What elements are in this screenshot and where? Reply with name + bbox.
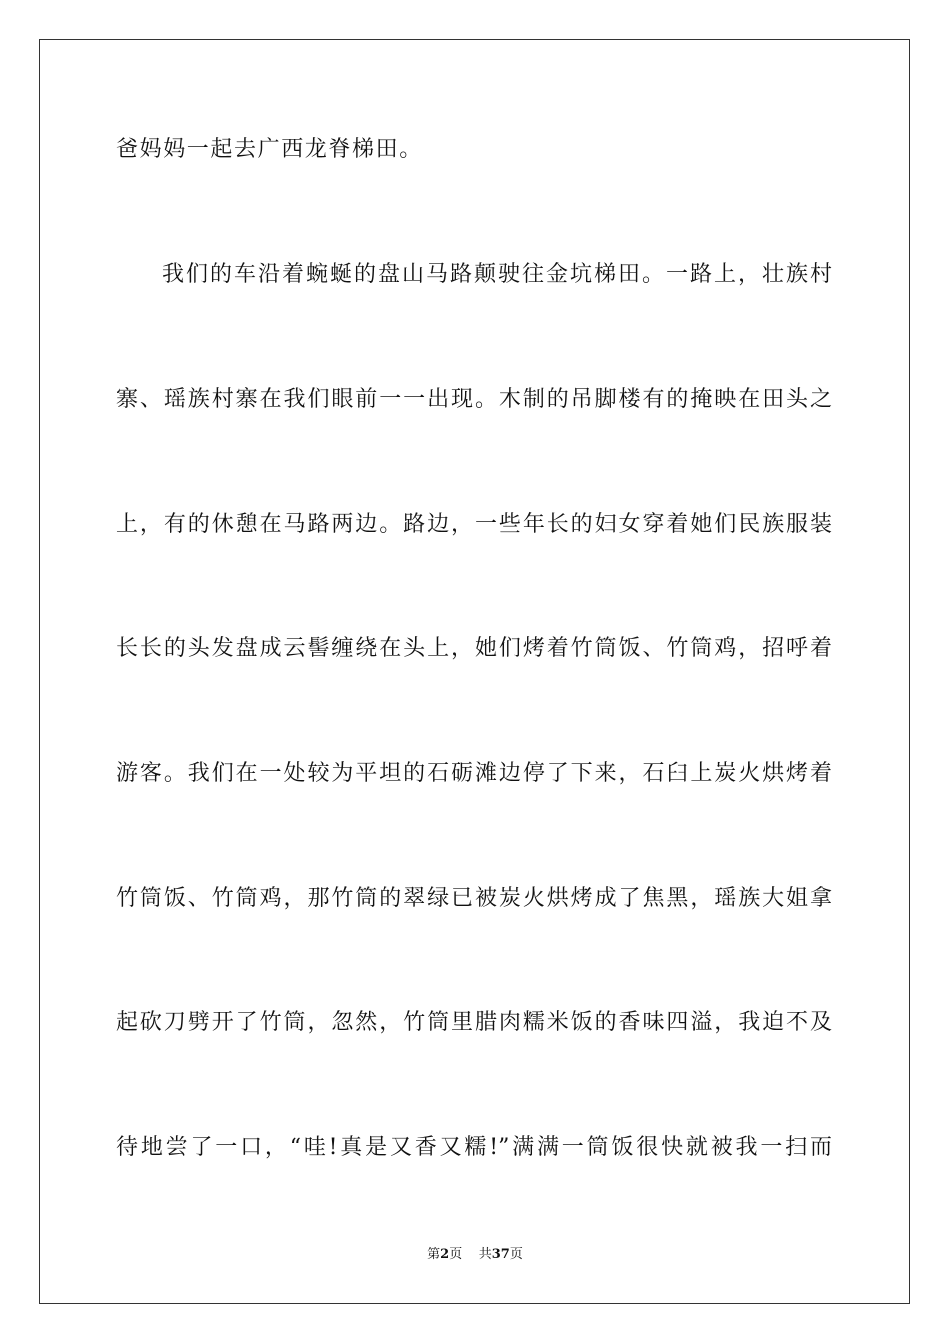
text-line-7: 竹筒饭、竹筒鸡，那竹筒的翠绿已被炭火烘烤成了焦黑，瑶族大姐拿 — [116, 886, 832, 911]
page-number: 2 — [440, 1247, 450, 1262]
text-line-6: 游客。我们在一处较为平坦的石砺滩边停了下来，石臼上炭火烘烤着 — [116, 761, 832, 786]
text-line-8: 起砍刀劈开了竹筒，忽然，竹筒里腊肉糯米饭的香味四溢，我迫不及 — [116, 1010, 832, 1035]
page-border — [39, 39, 910, 1304]
total-prefix: 共 — [478, 1247, 492, 1262]
page-suffix: 页 — [449, 1247, 463, 1262]
text-line-9: 待地尝了一口，“哇!真是又香又糯!”满满一筒饭很快就被我一扫而 — [116, 1135, 832, 1160]
text-line-4: 上，有的休憩在马路两边。路边，一些年长的妇女穿着她们民族服装 — [116, 512, 832, 537]
total-pages: 37 — [491, 1247, 510, 1262]
text-line-1: 爸妈妈一起去广西龙脊梯田。 — [116, 137, 423, 162]
text-line-5: 长长的头发盘成云髻缠绕在头上，她们烤着竹筒饭、竹筒鸡，招呼着 — [116, 636, 832, 661]
page-prefix: 第 — [427, 1247, 441, 1262]
page-footer — [0, 1246, 950, 1264]
text-line-3: 寨、瑶族村寨在我们眼前一一出现。木制的吊脚楼有的掩映在田头之 — [116, 387, 832, 412]
text-line-2: 我们的车沿着蜿蜒的盘山马路颠驶往金坑梯田。一路上，壮族村 — [162, 262, 832, 287]
total-suffix: 页 — [509, 1247, 523, 1262]
